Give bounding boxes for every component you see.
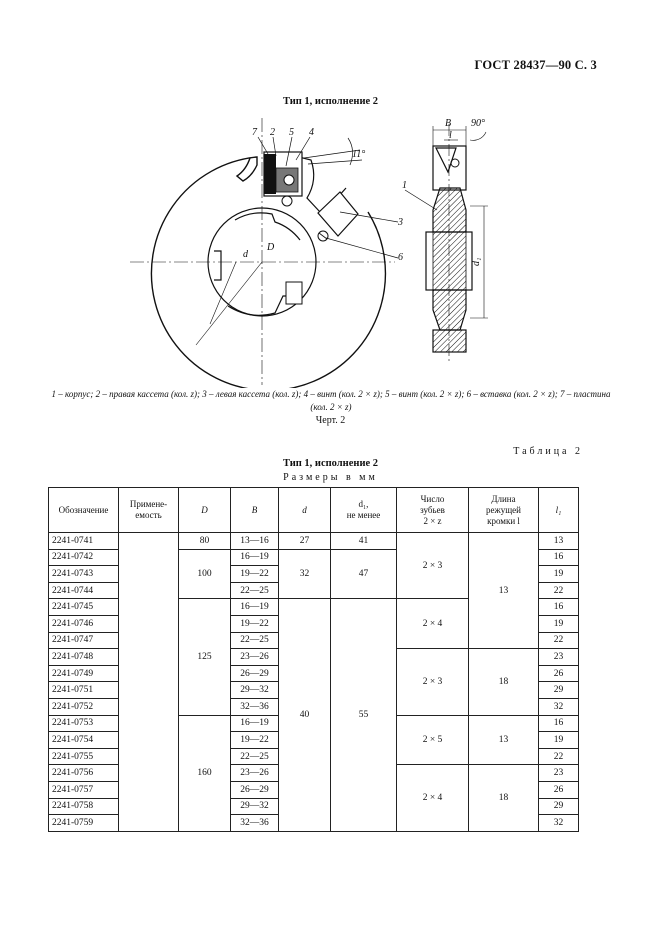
cell-l1: 22	[539, 748, 579, 765]
figure-caption: Черт. 2	[315, 415, 346, 426]
cell-B: 23—26	[231, 765, 279, 782]
cell-l1: 26	[539, 781, 579, 798]
cell-teeth: 2 × 3	[397, 533, 469, 599]
cell-l1: 16	[539, 549, 579, 566]
header-l1: l₁	[539, 488, 579, 533]
technical-drawing	[0, 110, 661, 388]
cell-teeth: 2 × 3	[397, 649, 469, 715]
dim-B: B	[445, 118, 452, 129]
cell-l1: 26	[539, 665, 579, 682]
callout-4: 4	[309, 127, 314, 138]
cell-B: 22—25	[231, 632, 279, 649]
cell-l1: 19	[539, 615, 579, 632]
cell-code: 2241-0747	[49, 632, 119, 649]
cell-d: 40	[279, 599, 331, 831]
cell-D: 80	[179, 533, 231, 550]
cell-B: 16—19	[231, 599, 279, 616]
cell-d1: 41	[331, 533, 397, 550]
callout-5: 5	[289, 127, 294, 138]
table-row	[49, 533, 579, 550]
cell-teeth: 2 × 4	[397, 765, 469, 831]
cell-B: 22—25	[231, 748, 279, 765]
callout-1: 1	[402, 180, 407, 191]
cell-d1: 55	[331, 599, 397, 831]
cell-code: 2241-0748	[49, 649, 119, 666]
cell-code: 2241-0755	[49, 748, 119, 765]
callout-6: 6	[398, 252, 403, 263]
cell-code: 2241-0759	[49, 815, 119, 832]
cell-B: 19—22	[231, 732, 279, 749]
cell-d1: 47	[331, 549, 397, 599]
cell-B: 16—19	[231, 715, 279, 732]
cell-code: 2241-0742	[49, 549, 119, 566]
cell-length: 18	[469, 765, 539, 831]
cell-B: 26—29	[231, 665, 279, 682]
table-units: Размеры в мм	[283, 472, 378, 483]
cell-code: 2241-0753	[49, 715, 119, 732]
dim-D: D	[267, 242, 275, 253]
cell-code: 2241-0752	[49, 698, 119, 715]
cell-l1: 13	[539, 533, 579, 550]
cell-code: 2241-0743	[49, 566, 119, 583]
cell-l1: 23	[539, 649, 579, 666]
cell-B: 16—19	[231, 549, 279, 566]
cell-D: 100	[179, 549, 231, 599]
cell-l1: 19	[539, 566, 579, 583]
cell-l1: 29	[539, 682, 579, 699]
header-teeth: Число зубьев 2 × z	[397, 488, 469, 533]
cell-B: 26—29	[231, 781, 279, 798]
figure-legend: 1 – корпус; 2 – правая кассета (кол. z); 3 – левая кассета (кол. z); 4 – винт (кол. 2 × z); 5 – винт (кол. 2 × z); 6 – вставка (кол. 2 × z); 7 – пластина (кол. 2 × z)	[51, 389, 611, 412]
cell-l1: 23	[539, 765, 579, 782]
cell-l1: 32	[539, 698, 579, 715]
header-D: D	[179, 488, 231, 533]
header-designation: Обозначение	[49, 488, 119, 533]
cell-code: 2241-0745	[49, 599, 119, 616]
figure-title: Тип 1, исполнение 2	[282, 96, 379, 107]
cell-D: 160	[179, 715, 231, 831]
cell-code: 2241-0741	[49, 533, 119, 550]
page-header: ГОСТ 28437—90 С. 3	[474, 58, 597, 72]
cell-B: 19—22	[231, 615, 279, 632]
cell-code: 2241-0757	[49, 781, 119, 798]
table-header-row	[49, 488, 579, 533]
cell-B: 29—32	[231, 682, 279, 699]
cell-B: 19—22	[231, 566, 279, 583]
cell-length: 13	[469, 533, 539, 649]
header-d: d	[279, 488, 331, 533]
callout-7: 7	[252, 127, 257, 138]
cell-length: 18	[469, 649, 539, 715]
cell-d: 32	[279, 549, 331, 599]
side-view	[405, 124, 488, 362]
cell-B: 23—26	[231, 649, 279, 666]
callout-3: 3	[398, 217, 403, 228]
cell-l1: 19	[539, 732, 579, 749]
header-d1: d₁, не менее	[331, 488, 397, 533]
cell-l1: 16	[539, 715, 579, 732]
cell-D: 125	[179, 599, 231, 715]
cell-B: 13—16	[231, 533, 279, 550]
cell-l1: 32	[539, 815, 579, 832]
cell-code: 2241-0751	[49, 682, 119, 699]
cell-B: 22—25	[231, 582, 279, 599]
cell-l1: 22	[539, 632, 579, 649]
cell-code: 2241-0754	[49, 732, 119, 749]
header-B: B	[231, 488, 279, 533]
cell-code: 2241-0749	[49, 665, 119, 682]
cell-B: 32—36	[231, 815, 279, 832]
cell-B: 32—36	[231, 698, 279, 715]
cell-code: 2241-0744	[49, 582, 119, 599]
cell-length: 13	[469, 715, 539, 765]
header-length: Длина режущей кромки l	[469, 488, 539, 533]
dim-d: d	[243, 249, 248, 260]
cell-B: 29—32	[231, 798, 279, 815]
table-number: Таблица 2	[513, 446, 583, 457]
header-application: Примене- емость	[119, 488, 179, 533]
cell-l1: 22	[539, 582, 579, 599]
cell-teeth: 2 × 5	[397, 715, 469, 765]
cell-l1: 16	[539, 599, 579, 616]
cell-l1: 29	[539, 798, 579, 815]
dim-d1: d₁	[471, 257, 482, 266]
dim-l: l	[449, 130, 452, 141]
table-title: Тип 1, исполнение 2	[282, 458, 379, 469]
cell-teeth: 2 × 4	[397, 599, 469, 649]
cell-code: 2241-0758	[49, 798, 119, 815]
angle-label-top: 11°	[352, 149, 366, 160]
cell-d: 27	[279, 533, 331, 550]
callout-2: 2	[270, 127, 275, 138]
cell-application	[119, 533, 179, 832]
angle-label-right: 90°	[471, 118, 485, 129]
cell-code: 2241-0746	[49, 615, 119, 632]
cell-code: 2241-0756	[49, 765, 119, 782]
dimensions-table	[48, 487, 579, 832]
